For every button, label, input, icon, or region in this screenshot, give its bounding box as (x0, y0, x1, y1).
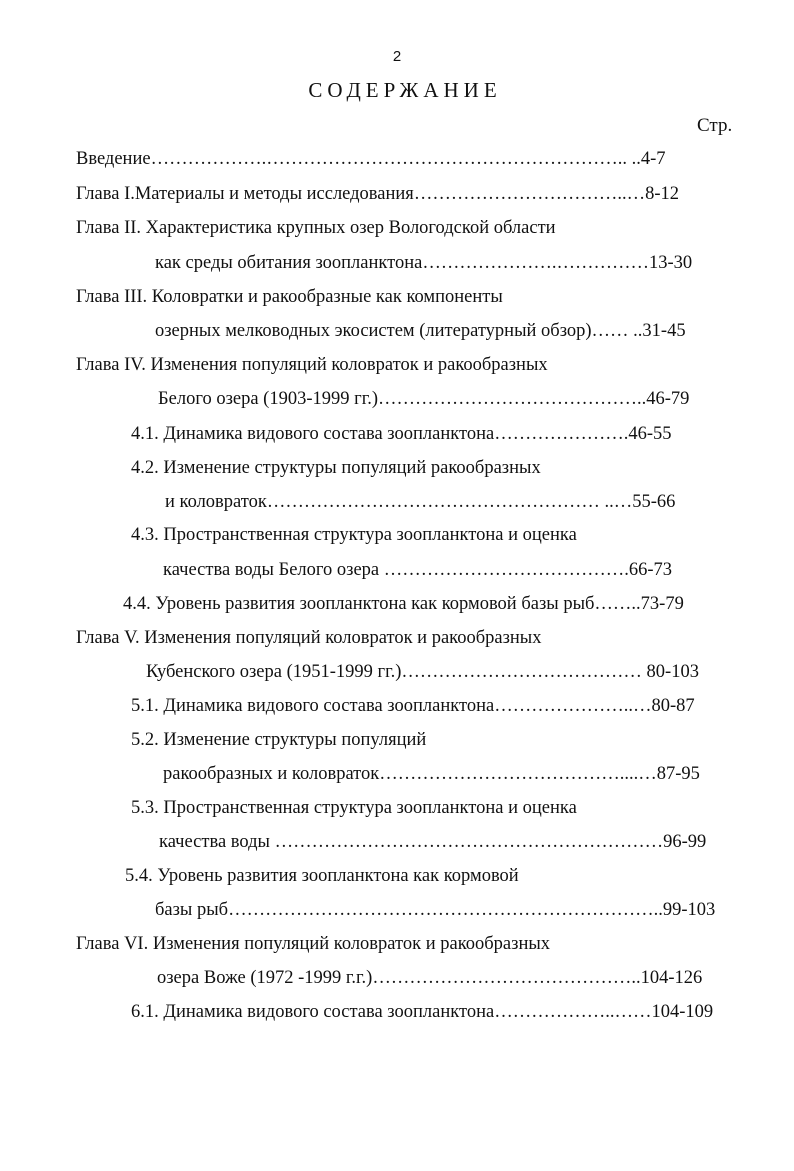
toc-entry-section-4-2-title: 4.2. Изменение структуры популяций ракообразных (131, 458, 541, 478)
toc-entry-chapter-4-continuation: Белого озера (1903-1999 гг.)……………………………………..46-79 (158, 389, 690, 409)
toc-entry-introduction: Введение……………….………………………………………………….. ..4-7 (76, 149, 666, 169)
toc-entry-section-4-1: 4.1. Динамика видового состава зоопланктона………………….46-55 (131, 424, 672, 444)
toc-entry-section-6-1: 6.1. Динамика видового состава зоопланктона………………..……104-109 (131, 1002, 714, 1022)
toc-entry-section-4-3-continuation: качества воды Белого озера ………………………………….66-73 (163, 560, 673, 580)
toc-entry-section-5-2-continuation: ракообразных и коловраток…………………………………....…87-95 (163, 764, 700, 784)
toc-entry-section-4-3-title: 4.3. Пространственная структура зоопланктона и оценка (131, 525, 577, 545)
page-title: СОДЕРЖАНИЕ (308, 78, 502, 102)
toc-entry-section-5-4-title: 5.4. Уровень развития зоопланктона как кормовой (125, 866, 519, 886)
toc-entry-chapter-5-title: Глава V. Изменения популяций коловраток и ракообразных (76, 628, 542, 648)
page-column-label: Стр. (697, 115, 733, 136)
page-number: 2 (392, 48, 402, 65)
toc-entry-chapter-2-continuation: как среды обитания зоопланктона………………….……………13-30 (155, 253, 693, 273)
toc-entry-chapter-6-continuation: озера Воже (1972 -1999 г.г.)……………………………………..104-126 (157, 968, 703, 988)
toc-entry-chapter-1: Глава I.Материалы и методы исследования……………………………..…8-12 (76, 184, 679, 204)
toc-entry-section-5-3-title: 5.3. Пространственная структура зоопланктона и оценка (131, 798, 577, 818)
toc-entry-chapter-3-continuation: озерных мелководных экосистем (литературный обзор)…… ..31-45 (155, 321, 686, 341)
toc-entry-chapter-3-title: Глава III. Коловратки и ракообразные как компоненты (76, 287, 503, 307)
toc-entry-chapter-5-continuation: Кубенского озера (1951-1999 гг.)………………………………… 80-103 (146, 662, 699, 682)
toc-entry-chapter-6-title: Глава VI. Изменения популяций коловраток и ракообразных (76, 934, 551, 954)
toc-entry-section-5-3-continuation: качества воды ………………………………………………………96-99 (159, 832, 707, 852)
toc-entry-section-5-4-continuation: базы рыб……………………………………………………………..99-103 (155, 900, 716, 920)
toc-entry-chapter-2-title: Глава II. Характеристика крупных озер Вологодской области (76, 218, 556, 238)
toc-entry-section-5-1: 5.1. Динамика видового состава зоопланктона…………………..…80-87 (131, 696, 695, 716)
toc-entry-chapter-4-title: Глава IV. Изменения популяций коловраток и ракообразных (76, 355, 548, 375)
toc-entry-section-4-4: 4.4. Уровень развития зоопланктона как кормовой базы рыб……..73-79 (123, 594, 684, 614)
toc-entry-section-4-2-continuation: и коловраток……………………………………………… ..…55-66 (165, 492, 676, 512)
toc-entry-section-5-2-title: 5.2. Изменение структуры популяций (131, 730, 427, 750)
